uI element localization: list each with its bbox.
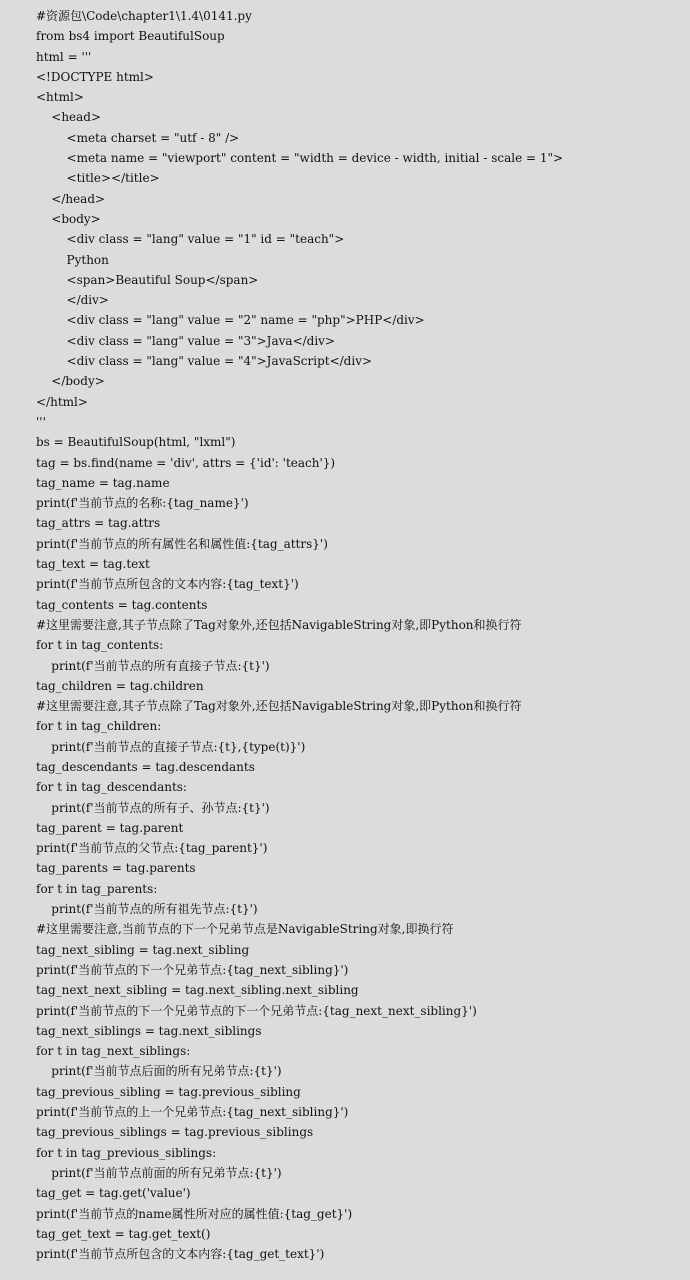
code-line: <span>Beautiful Soup</span> [36,272,259,287]
code-line: print(f'当前节点所包含的文本内容:{tag_get_text}') [36,1247,325,1262]
code-line: tag_contents = tag.contents [36,597,208,612]
code-line: <head> [36,110,102,125]
code-line: tag_get_text = tag.get_text() [36,1226,211,1241]
code-line: tag_next_siblings = tag.next_siblings [36,1023,262,1038]
code-line: tag_children = tag.children [36,678,204,693]
code-line: #这里需要注意,其子节点除了Tag对象外,还包括NavigableString对象,即Python和换行符 [36,617,522,632]
code-line: </html> [36,394,88,409]
code-line: for t in tag_parents: [36,881,158,896]
file-path-comment: #资源包\Code\chapter1\1.4\0141.py [36,9,252,23]
code-line: html = ''' [36,49,92,64]
code-line: tag_next_next_sibling = tag.next_sibling.next_sibling [36,983,359,998]
code-line: print(f'当前节点的父节点:{tag_parent}') [36,841,268,856]
code-line: for t in tag_descendants: [36,780,187,795]
code-line: <div class = "lang" value = "4">JavaScript</div> [36,354,373,369]
code-line: <div class = "lang" value = "1" id = "teach"> [36,232,345,247]
code-line: Python [36,252,109,267]
code-line: #这里需要注意,当前节点的下一个兄弟节点是NavigableString对象,即换行符 [36,922,454,937]
code-line: <div class = "lang" value = "3">Java</div> [36,333,336,348]
code-line: print(f'当前节点后面的所有兄弟节点:{t}') [36,1064,282,1079]
code-line: tag_next_sibling = tag.next_sibling [36,942,250,957]
code-line: for t in tag_next_siblings: [36,1044,191,1059]
code-line: print(f'当前节点的所有子、孙节点:{t}') [36,800,270,815]
code-line: tag_attrs = tag.attrs [36,516,161,531]
code-line: tag_name = tag.name [36,475,170,490]
code-line: print(f'当前节点的下一个兄弟节点的下一个兄弟节点:{tag_next_next_sibling}') [36,1003,477,1018]
code-line: tag = bs.find(name = 'div', attrs = {'id': 'teach'}) [36,455,336,470]
code-line: for t in tag_previous_siblings: [36,1145,217,1160]
code-line: tag_descendants = tag.descendants [36,759,255,774]
code-line: ''' [36,414,46,429]
code-line: </body> [36,374,105,389]
code-line: print(f'当前节点的所有直接子节点:{t}') [36,658,270,673]
code-line: tag_parents = tag.parents [36,861,196,876]
code-line: print(f'当前节点的名称:{tag_name}') [36,496,249,511]
code-line: </div> [36,293,109,308]
code-line: <html> [36,90,84,105]
code-line: print(f'当前节点的name属性所对应的属性值:{tag_get}') [36,1206,353,1221]
code-line: tag_previous_siblings = tag.previous_siblings [36,1125,314,1140]
code-line: <div class = "lang" value = "2" name = "php">PHP</div> [36,313,425,328]
code-line: print(f'当前节点前面的所有兄弟节点:{t}') [36,1165,282,1180]
code-line: from bs4 import BeautifulSoup [36,29,225,44]
code-listing [36,6,690,1264]
code-line: print(f'当前节点的下一个兄弟节点:{tag_next_sibling}') [36,962,349,977]
code-line: for t in tag_contents: [36,638,164,653]
code-line: print(f'当前节点所包含的文本内容:{tag_text}') [36,577,299,592]
code-line: tag_parent = tag.parent [36,820,184,835]
code-line: <!DOCTYPE html> [36,69,154,84]
code-line: <title></title> [36,171,160,186]
code-line: tag_previous_sibling = tag.previous_sibling [36,1084,301,1099]
code-line: </head> [36,191,106,206]
code-line: #这里需要注意,其子节点除了Tag对象外,还包括NavigableString对象,即Python和换行符 [36,699,522,714]
code-line: bs = BeautifulSoup(html, "lxml") [36,435,236,450]
code-line: <meta name = "viewport" content = "width = device - width, initial - scale = 1"> [36,151,564,166]
code-line: tag_text = tag.text [36,557,150,572]
code-line: <body> [36,211,101,226]
code-line: print(f'当前节点的直接子节点:{t},{type(t)}') [36,739,306,754]
code-line: tag_get = tag.get('value') [36,1186,191,1201]
code-line: print(f'当前节点的所有属性名和属性值:{tag_attrs}') [36,536,328,551]
code-line: <meta charset = "utf - 8" /> [36,130,240,145]
code-line: print(f'当前节点的上一个兄弟节点:{tag_next_sibling}') [36,1105,349,1120]
code-line: print(f'当前节点的所有祖先节点:{t}') [36,902,258,917]
code-line: for t in tag_children: [36,719,162,734]
